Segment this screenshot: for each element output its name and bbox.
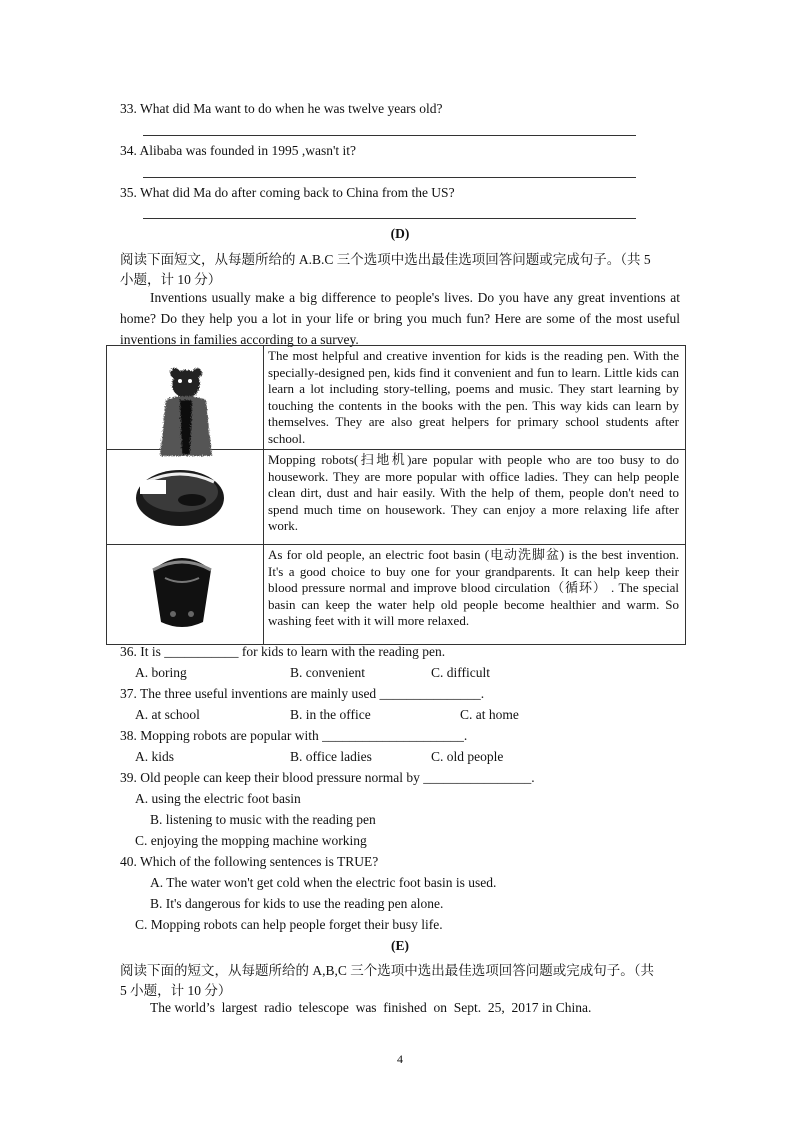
answer-line-33[interactable]	[143, 135, 636, 136]
q37-option-c[interactable]: C. at home	[460, 707, 519, 722]
section-d-intro: Inventions usually make a big difference to people's lives. Do you have any great inventions at home? Do they help you a lot in your life or bring you much fun? Here are some of the most useful inventions in families according to a survey.	[120, 290, 680, 347]
question-number: 34.	[120, 143, 137, 158]
question-36: 36. It is ___________ for kids to learn with the reading pen.	[120, 644, 446, 659]
q38-option-c[interactable]: C. old people	[431, 749, 504, 764]
answer-line-35[interactable]	[143, 218, 636, 219]
question-38: 38. Mopping robots are popular with _____________________.	[120, 728, 468, 743]
question-number: 35.	[120, 185, 137, 200]
q36-option-c[interactable]: C. difficult	[431, 665, 490, 680]
question-33	[120, 101, 443, 117]
question-number: 33.	[120, 101, 137, 116]
section-d-instruction-1: 阅读下面短文，从每题所给的 A.B.C 三个选项中选出最佳选项回答问题或完成句子。（共 5	[120, 252, 651, 267]
q39-option-a[interactable]: A. using the electric foot basin	[135, 791, 301, 806]
section-e-first-line: The world’s largest radio telescope was finished on Sept. 25, 2017 in China.	[150, 1000, 592, 1015]
q40-option-b[interactable]: B. It's dangerous for kids to use the reading pen alone.	[150, 896, 444, 911]
q38-option-a[interactable]: A. kids	[135, 749, 175, 764]
q40-option-a[interactable]: A. The water won't get cold when the electric foot basin is used.	[150, 875, 497, 890]
q39-option-b[interactable]: B. listening to music with the reading pen	[150, 812, 376, 827]
question-40: 40. Which of the following sentences is TRUE?	[120, 854, 379, 869]
reading-pen-text: The most helpful and creative invention for kids is the reading pen. With the specially-designed pen, kids find it convenient and fun to learn. Little kids can learn a lot including story-telling, poems and music. They start learning by touching the contents in the books with the pen. This way kids can learn by themselves. They are also great helpers for primary school students after school.	[264, 346, 686, 450]
section-e-title: (E)	[391, 938, 409, 953]
question-text: What did Ma want to do when he was twelve years old?	[140, 101, 443, 116]
q36-option-b[interactable]: B. convenient	[290, 665, 365, 680]
reading-pen-bear-image	[145, 363, 225, 463]
question-text: Alibaba was founded in 1995 ,wasn't it?	[139, 143, 357, 158]
foot-basin-text: As for old people, an electric foot basin (电动洗脚盆) is the best invention. It's a good choice to buy one for your grandparents. It can help keep their blood pressure normal and improve blood circulation（循环） . The special basin can keep the water help old people become healthier and warm. So washing feet with it will more relaxed.	[264, 545, 686, 645]
foot-basin-image	[143, 548, 221, 630]
answer-line-34[interactable]	[143, 177, 636, 178]
section-e-instruction-1: 阅读下面的短文，从每题所给的 A,B,C 三个选项中选出最佳选项回答问题或完成句子。（共	[120, 963, 655, 978]
q36-option-a[interactable]: A. boring	[135, 665, 187, 680]
section-d-title: (D)	[390, 226, 410, 241]
q37-option-a[interactable]: A. at school	[135, 707, 200, 722]
section-e-instruction-2: 5 小题，计 10 分）	[120, 983, 232, 998]
question-37: 37. The three useful inventions are mainly used _______________.	[120, 686, 485, 701]
question-text: What did Ma do after coming back to China from the US?	[140, 185, 455, 200]
q39-option-c[interactable]: C. enjoying the mopping machine working	[135, 833, 367, 848]
mopping-robot-text: Mopping robots(扫地机)are popular with people who are too busy to do housework. They are more popular with office ladies. They can help people clean dirt, dust and hair easily. With the help of them, people don't need to spend much time on housework. They can enjoy a more relaxing life after work.	[264, 450, 686, 545]
question-34	[120, 143, 356, 159]
question-35	[120, 185, 455, 201]
section-d-instruction-2: 小题，计 10 分）	[120, 272, 222, 287]
q38-option-b[interactable]: B. office ladies	[290, 749, 372, 764]
q37-option-b[interactable]: B. in the office	[290, 707, 371, 722]
mopping-robot-image	[132, 460, 227, 530]
question-39: 39. Old people can keep their blood pressure normal by ________________.	[120, 770, 535, 785]
q40-option-c[interactable]: C. Mopping robots can help people forget their busy life.	[135, 917, 443, 932]
page-number: 4	[397, 1052, 403, 1066]
